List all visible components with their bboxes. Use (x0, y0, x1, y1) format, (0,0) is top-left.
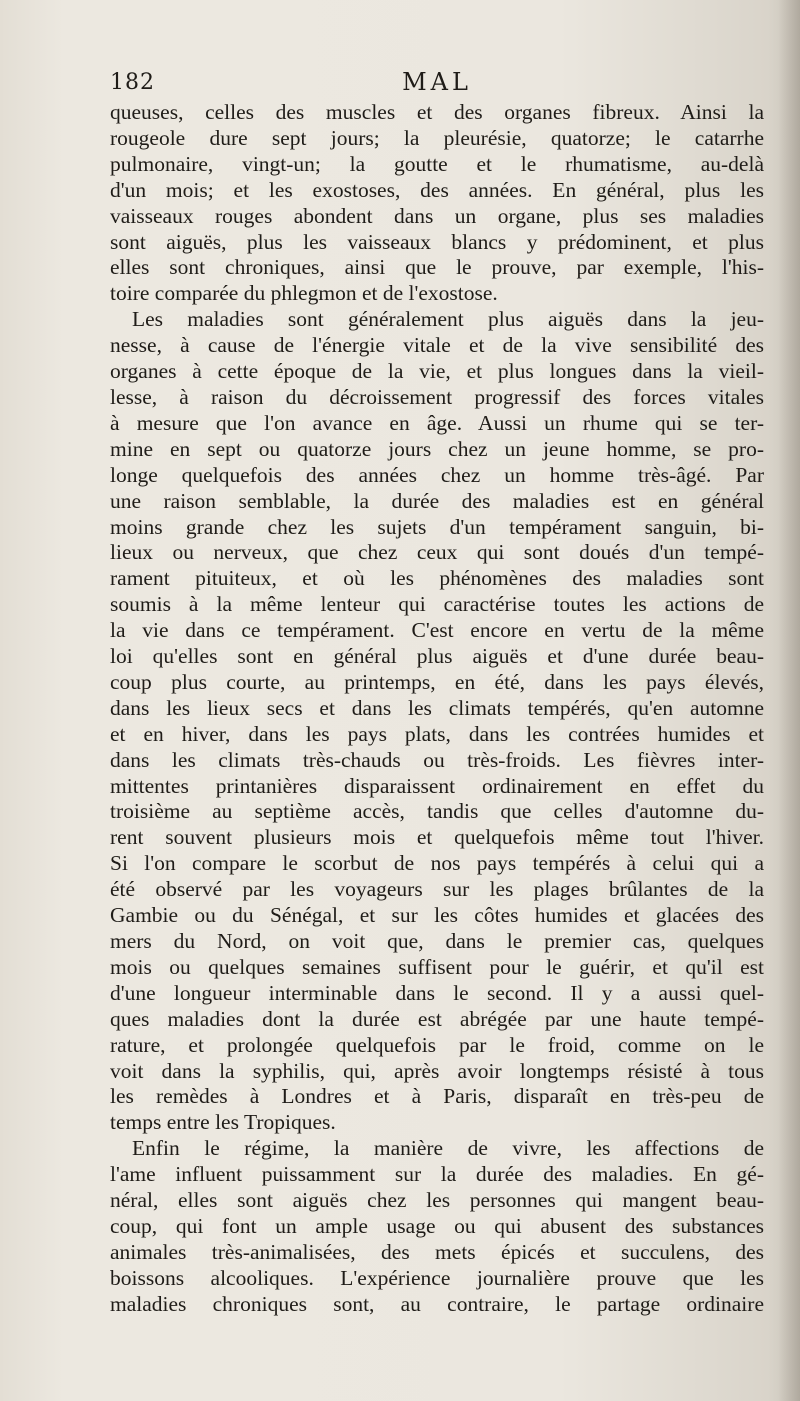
text-line: rature, et prolongée quelquefois par le froid, comme on le (110, 1032, 764, 1057)
text-line: longe quelquefois des années chez un homme très-âgé. Par (110, 462, 764, 487)
text-line: coup, qui font un ample usage ou qui abusent des substances (110, 1213, 764, 1238)
text-line: toire comparée du phlegmon et de l'exostose. (110, 281, 498, 306)
text-line: la vie dans ce tempérament. C'est encore en vertu de la même (110, 618, 764, 643)
page-edge-shadow (778, 0, 800, 1401)
text-line: pulmonaire, vingt-un; la goutte et le rhumatisme, au-delà (110, 151, 764, 176)
body-text (110, 100, 764, 1318)
running-head: MAL (402, 68, 472, 96)
text-line: Gambie ou du Sénégal, et sur les côtes humides et glacées des (110, 903, 764, 928)
text-line: été observé par les voyageurs sur les plages brûlantes de la (110, 877, 764, 902)
text-line: rent souvent plusieurs mois et quelquefois même tout l'hiver. (110, 825, 764, 850)
text-line: les remèdes à Londres et à Paris, disparaît en très-peu de (110, 1084, 764, 1109)
text-line: mine en sept ou quatorze jours chez un jeune homme, se pro- (110, 436, 764, 461)
text-line: lieux ou nerveux, que chez ceux qui sont doués d'un tempé- (110, 540, 764, 565)
text-line: et en hiver, dans les pays plats, dans les contrées humides et (110, 721, 764, 746)
text-line: boissons alcooliques. L'expérience journalière prouve que les (110, 1265, 764, 1290)
text-line: temps entre les Tropiques. (110, 1110, 336, 1135)
text-line: Enfin le régime, la manière de vivre, les affections de (132, 1136, 764, 1161)
text-line: maladies chroniques sont, au contraire, le partage ordinaire (110, 1291, 764, 1316)
text-line: rougeole dure sept jours; la pleurésie, quatorze; le catarrhe (110, 125, 764, 150)
text-line: néral, elles sont aiguës chez les personnes qui mangent beau- (110, 1188, 764, 1213)
text-line: moins grande chez les sujets d'un tempérament sanguin, bi- (110, 514, 764, 539)
text-line: Si l'on compare le scorbut de nos pays tempérés à celui qui a (110, 851, 764, 876)
text-line: organes à cette époque de la vie, et plus longues dans la vieil- (110, 359, 764, 384)
paragraph (110, 100, 764, 307)
text-line: dans les lieux secs et dans les climats tempérés, qu'en automne (110, 695, 764, 720)
text-line: une raison semblable, la durée des maladies est en général (110, 488, 764, 513)
text-line: soumis à la même lenteur qui caractérise toutes les actions de (110, 592, 764, 617)
text-line: elles sont chroniques, ainsi que le prouve, par exemple, l'his- (110, 255, 764, 280)
text-line: mittentes printanières disparaissent ordinairement en effet du (110, 773, 764, 798)
text-line: animales très-animalisées, des mets épicés et succulens, des (110, 1239, 764, 1264)
text-line: d'une longueur interminable dans le second. Il y a aussi quel- (110, 980, 764, 1005)
text-line: troisième au septième accès, tandis que celles d'automne du- (110, 799, 764, 824)
text-line: lesse, à raison du décroissement progressif des forces vitales (110, 384, 764, 409)
text-line: rament pituiteux, et où les phénomènes des maladies sont (110, 566, 764, 591)
text-line: mois ou quelques semaines suffisent pour le guérir, et qu'il est (110, 954, 764, 979)
text-line: coup plus courte, au printemps, en été, dans les pays élevés, (110, 669, 764, 694)
paragraph (110, 1136, 764, 1317)
paragraph (110, 307, 764, 1136)
text-line: d'un mois; et les exostoses, des années. En général, plus les (110, 177, 764, 202)
text-line: l'ame influent puissamment sur la durée des maladies. En gé- (110, 1162, 764, 1187)
text-line: à mesure que l'on avance en âge. Aussi un rhume qui se ter- (110, 410, 764, 435)
page-number: 182 (110, 70, 155, 95)
text-line: ques maladies dont la durée est abrégée par une haute tempé- (110, 1006, 764, 1031)
text-line: mers du Nord, on voit que, dans le premier cas, quelques (110, 929, 764, 953)
text-line: voit dans la syphilis, qui, après avoir longtemps résisté à tous (110, 1058, 764, 1083)
text-line: dans les climats très-chauds ou très-froids. Les fièvres inter- (110, 747, 764, 772)
text-line: sont aiguës, plus les vaisseaux blancs y prédominent, et plus (110, 229, 764, 254)
page-header (110, 68, 764, 98)
text-line: vaisseaux rouges abondent dans un organe, plus ses maladies (110, 203, 764, 228)
text-line: Les maladies sont généralement plus aiguës dans la jeu- (132, 307, 764, 332)
text-line: nesse, à cause de l'énergie vitale et de la vive sensibilité des (110, 333, 764, 358)
text-line: queuses, celles des muscles et des organes fibreux. Ainsi la (110, 100, 764, 124)
text-line: loi qu'elles sont en général plus aiguës et d'une durée beau- (110, 644, 764, 669)
